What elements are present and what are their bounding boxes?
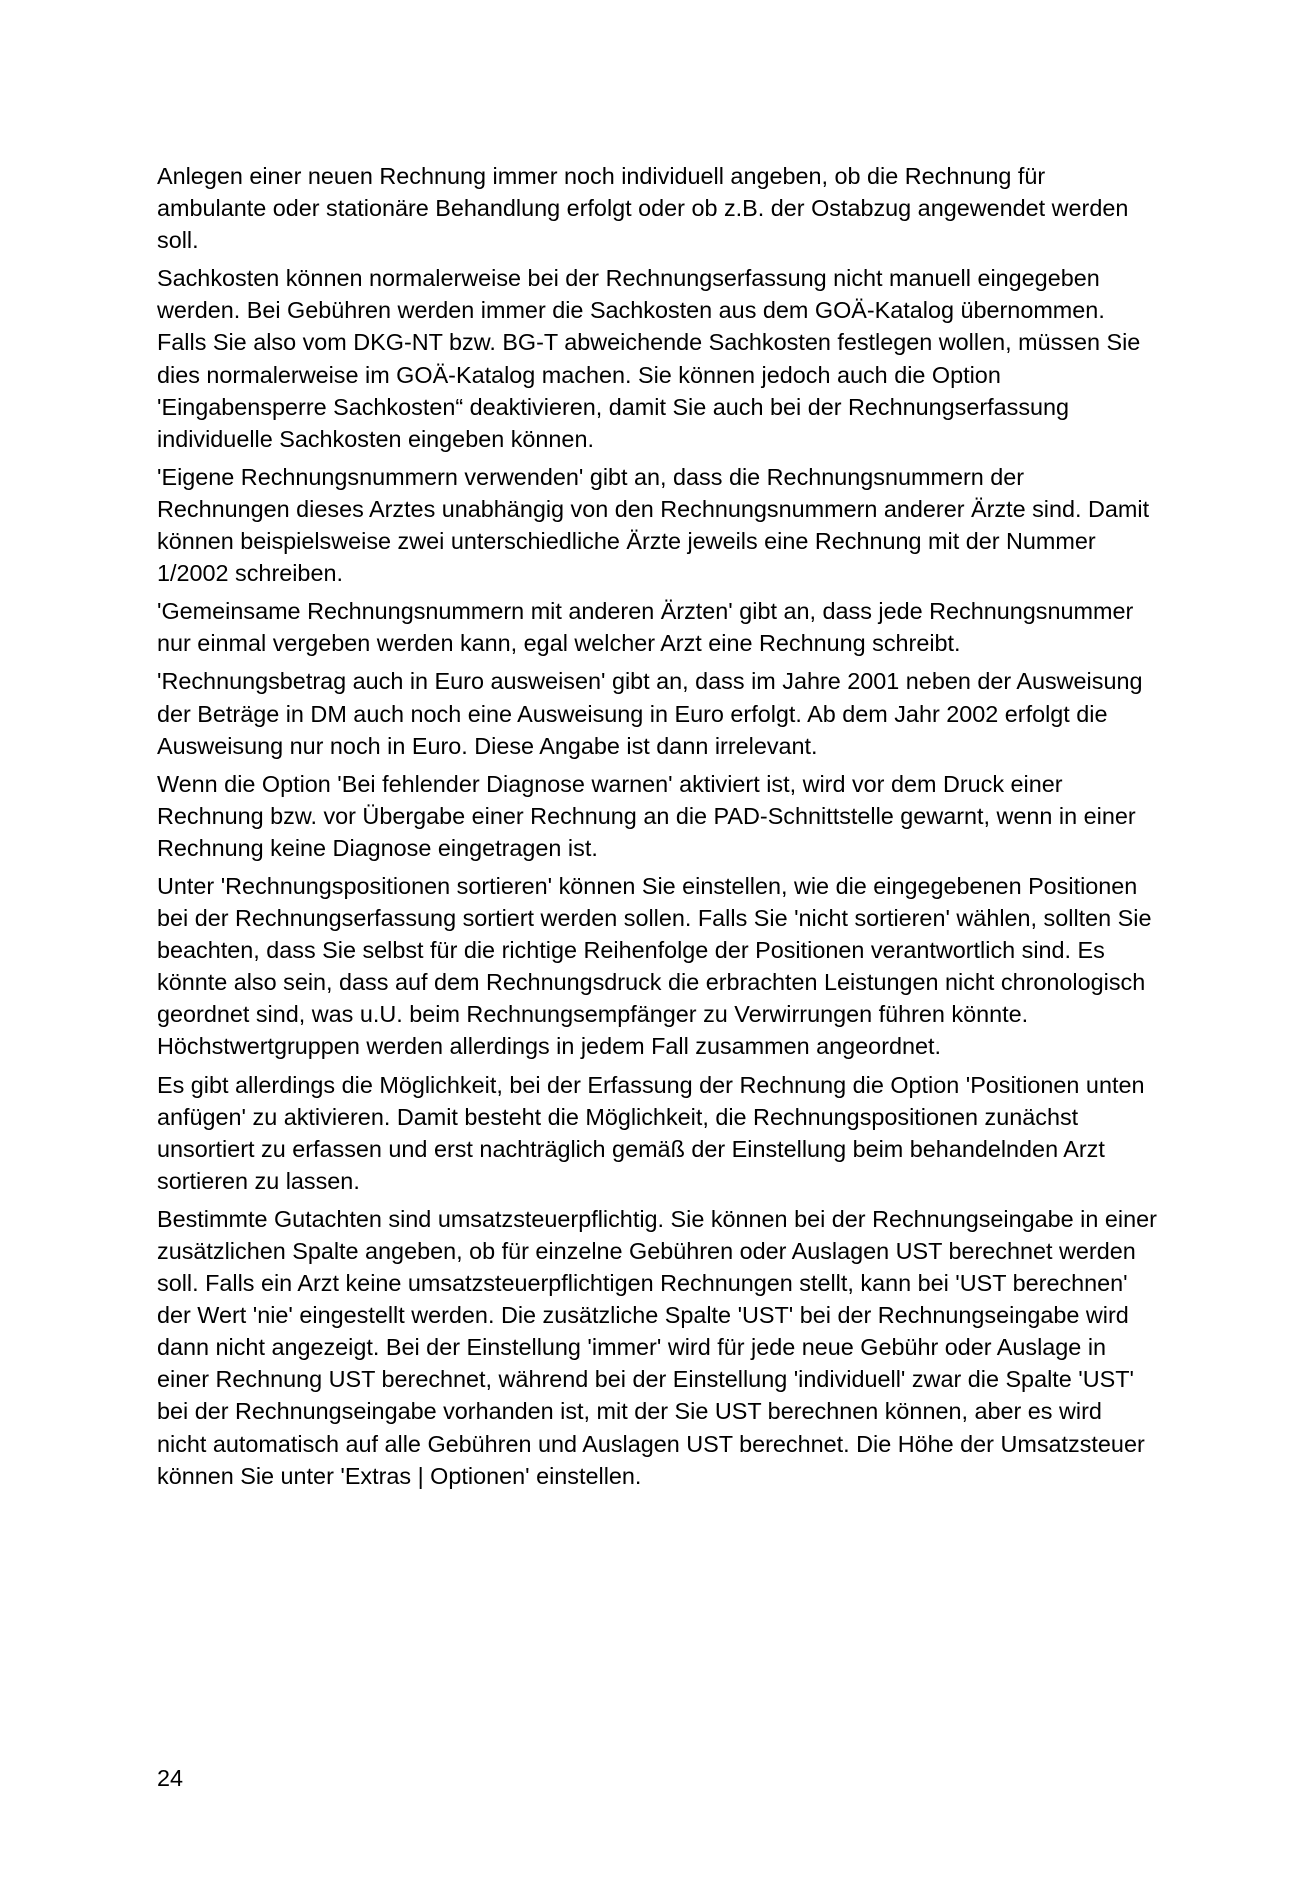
paragraph-diagnose-warnen: Wenn die Option 'Bei fehlender Diagnose warnen' aktiviert ist, wird vor dem Druck einer Rechnung bzw. vor Übergabe einer Rechnung an die PAD-Schnittstelle gewarnt, wenn in einer Rechnung keine Diagnose eingetragen ist.: [157, 770, 1136, 861]
page-body: [157, 160, 1157, 1498]
paragraph-positionen-sortieren: Unter 'Rechnungspositionen sortieren' können Sie einstellen, wie die eingegebenen Positionen bei der Rechnungserfassung sortiert werden sollen. Falls Sie 'nicht sortieren' wählen, sollten Sie beachten, dass Sie selbst für die richtige Reihenfolge der Positionen verantwortlich sind. Es könnte also sein, dass auf dem Rechnungsdruck die erbrachten Leistungen nicht chronologisch geordnet sind, was u.U. beim Rechnungsempfänger zu Verwirrungen führen könnte. Höchstwertgruppen werden allerdings in jedem Fall zusammen angeordnet.: [157, 872, 1152, 1060]
paragraph-sachkosten: Sachkosten können normalerweise bei der Rechnungserfassung nicht manuell eingegeben werden. Bei Gebühren werden immer die Sachkosten aus dem GOÄ-Katalog übernommen. Falls Sie also vom DKG-NT bzw. BG-T abweichende Sachkosten festlegen wollen, müssen Sie dies normalerweise im GOÄ-Katalog machen. Sie können jedoch auch die Option 'Eingabensperre Sachkosten“ deaktivieren, damit Sie auch bei der Rechnungserfassung individuelle Sachkosten eingeben können.: [157, 265, 1141, 452]
paragraph-rechnung-angaben: Anlegen einer neuen Rechnung immer noch individuell angeben, ob die Rechnung für ambulante oder stationäre Behandlung erfolgt oder ob z.B. der Ostabzug angewendet werden soll.: [157, 163, 1129, 254]
paragraph-euro-ausweisen: 'Rechnungsbetrag auch in Euro ausweisen' gibt an, dass im Jahre 2001 neben der Ausweisung der Beträge in DM auch noch eine Ausweisung in Euro erfolgt. Ab dem Jahr 2002 erfolgt die Ausweisung nur noch in Euro. Diese Angabe ist dann irrelevant.: [157, 668, 1143, 759]
paragraph-gemeinsame-rechnungsnummern: 'Gemeinsame Rechnungsnummern mit anderen Ärzten' gibt an, dass jede Rechnungsnummer nur einmal vergeben werden kann, egal welcher Arzt eine Rechnung schreibt.: [157, 598, 1134, 657]
paragraph-positionen-anfuegen: Es gibt allerdings die Möglichkeit, bei der Erfassung der Rechnung die Option 'Positionen unten anfügen' zu aktivieren. Damit besteht die Möglichkeit, die Rechnungspositionen zunächst unsortiert zu erfassen und erst nachträglich gemäß der Einstellung beim behandelnden Arzt sortieren zu lassen.: [157, 1071, 1145, 1194]
paragraph-umsatzsteuer: Bestimmte Gutachten sind umsatzsteuerpflichtig. Sie können bei der Rechnungseingabe in einer zusätzlichen Spalte angeben, ob für einzelne Gebühren oder Auslagen UST berechnet werden soll. Falls ein Arzt keine umsatzsteuerpflichtigen Rechnungen stellt, kann bei 'UST berechnen' der Wert 'nie' eingestellt werden. Die zusätzliche Spalte 'UST' bei der Rechnungseingabe wird dann nicht angezeigt. Bei der Einstellung 'immer' wird für jede neue Gebühr oder Auslage in einer Rechnung UST berechnet, während bei der Einstellung 'individuell' zwar die Spalte 'UST' bei der Rechnungseingabe vorhanden ist, mit der Sie UST berechnen können, aber es wird nicht automatisch auf alle Gebühren und Auslagen UST berechnet. Die Höhe der Umsatzsteuer können Sie unter 'Extras | Optionen' einstellen.: [157, 1205, 1157, 1489]
page-number: 24: [157, 1765, 184, 1791]
paragraph-eigene-rechnungsnummern: 'Eigene Rechnungsnummern verwenden' gibt an, dass die Rechnungsnummern der Rechnungen dieses Arztes unabhängig von den Rechnungsnummern anderer Ärzte sind. Damit können beispielsweise zwei unterschiedliche Ärzte jeweils eine Rechnung mit der Nummer 1/2002 schreiben.: [157, 463, 1150, 587]
